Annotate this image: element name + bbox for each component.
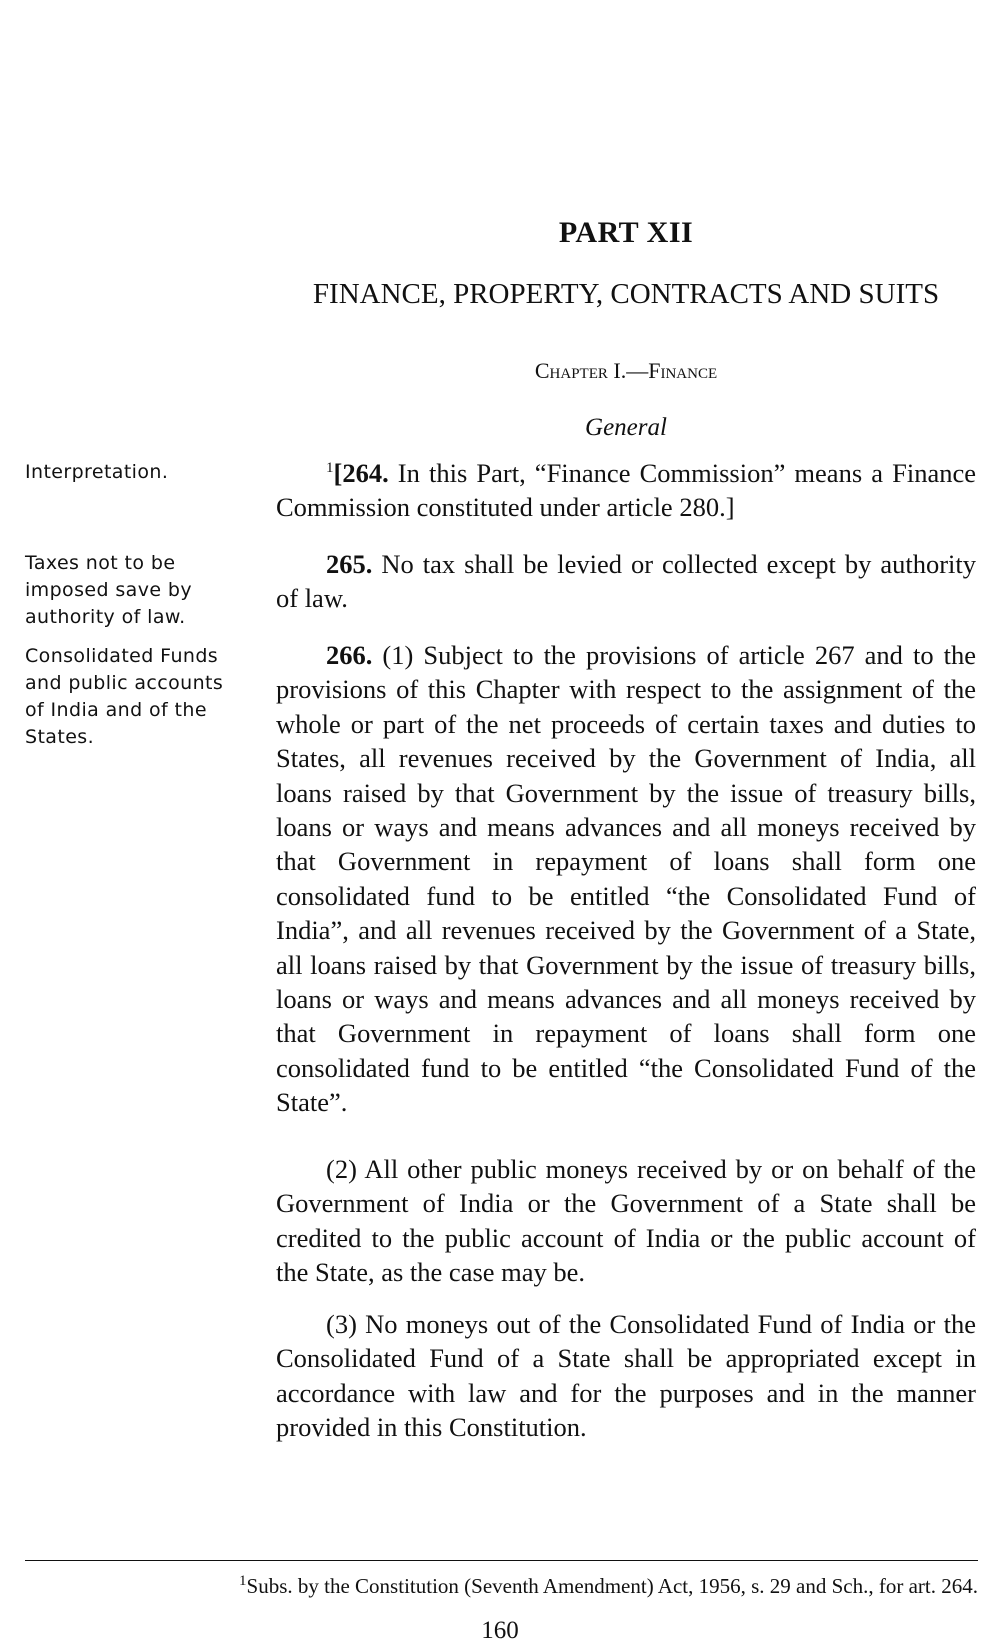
article-text: (1) Subject to the provisions of article 267 and to the provisions of this Chapter with respect to the assignment of the whole or part of the net proceeds of certain taxes and duties to States, all revenues received by the Government of India, all loans raised by that Government by the issue of treasury bills, loans or ways and means advances and all moneys received by that Government in repayment of loans shall form one consolidated fund to be entitled “the Consolidated Fund of India”, and all revenues received by the Government of a State, all loans raised by that Government by the issue of treasury bills, loans or ways and means advances and all moneys received by that Government in repayment of loans shall form one consolidated fund to be entitled “the Consolidated Fund of the State”. <box>276 640 976 1118</box>
marginal-note-interpretation: Interpretation. <box>25 461 169 483</box>
footnote-marker: 1 <box>239 1573 247 1589</box>
part-subtitle: FINANCE, PROPERTY, CONTRACTS AND SUITS <box>312 278 940 310</box>
article-265 <box>276 547 976 616</box>
article-number: 265. <box>326 549 373 579</box>
article-266-clause-3: (3) No moneys out of the Consolidated Fund of India or the Consolidated Fund of a State shall be appropriated except in accordance with law and for the purposes and in the manner provided in this Constitution. <box>276 1309 976 1443</box>
article-266-clause-1 <box>276 638 976 1120</box>
article-number: 266. <box>326 640 373 670</box>
page-number: 160 <box>481 1617 519 1644</box>
article-text: No tax shall be levied or collected except by authority of law. <box>276 549 976 614</box>
article-264 <box>276 456 976 525</box>
footnote-text: Subs. by the Constitution (Seventh Amendment) Act, 1956, s. 29 and Sch., for art. 264. <box>246 1574 978 1598</box>
part-title: PART XII <box>558 216 694 249</box>
footnote-rule <box>25 1560 978 1561</box>
section-heading: General <box>585 414 667 441</box>
article-266-clause-2: (2) All other public moneys received by or on behalf of the Government of India or the Government of a State shall be credited to the public account of India or the public account of the State, as the case may be. <box>276 1154 976 1288</box>
footnote-ref: 1 <box>326 460 334 477</box>
chapter-heading: Chapter I.—Finance <box>534 358 718 383</box>
marginal-note-taxes: Taxes not to be imposed save by authority of law. <box>25 552 192 628</box>
marginal-note-consolidated-funds: Consolidated Funds and public accounts of India and of the States. <box>25 645 224 748</box>
article-text: In this Part, “Finance Commission” means a Finance Commission constituted under article 280.] <box>276 458 976 523</box>
article-number: [264. <box>333 458 389 488</box>
footnote <box>25 1574 978 1599</box>
